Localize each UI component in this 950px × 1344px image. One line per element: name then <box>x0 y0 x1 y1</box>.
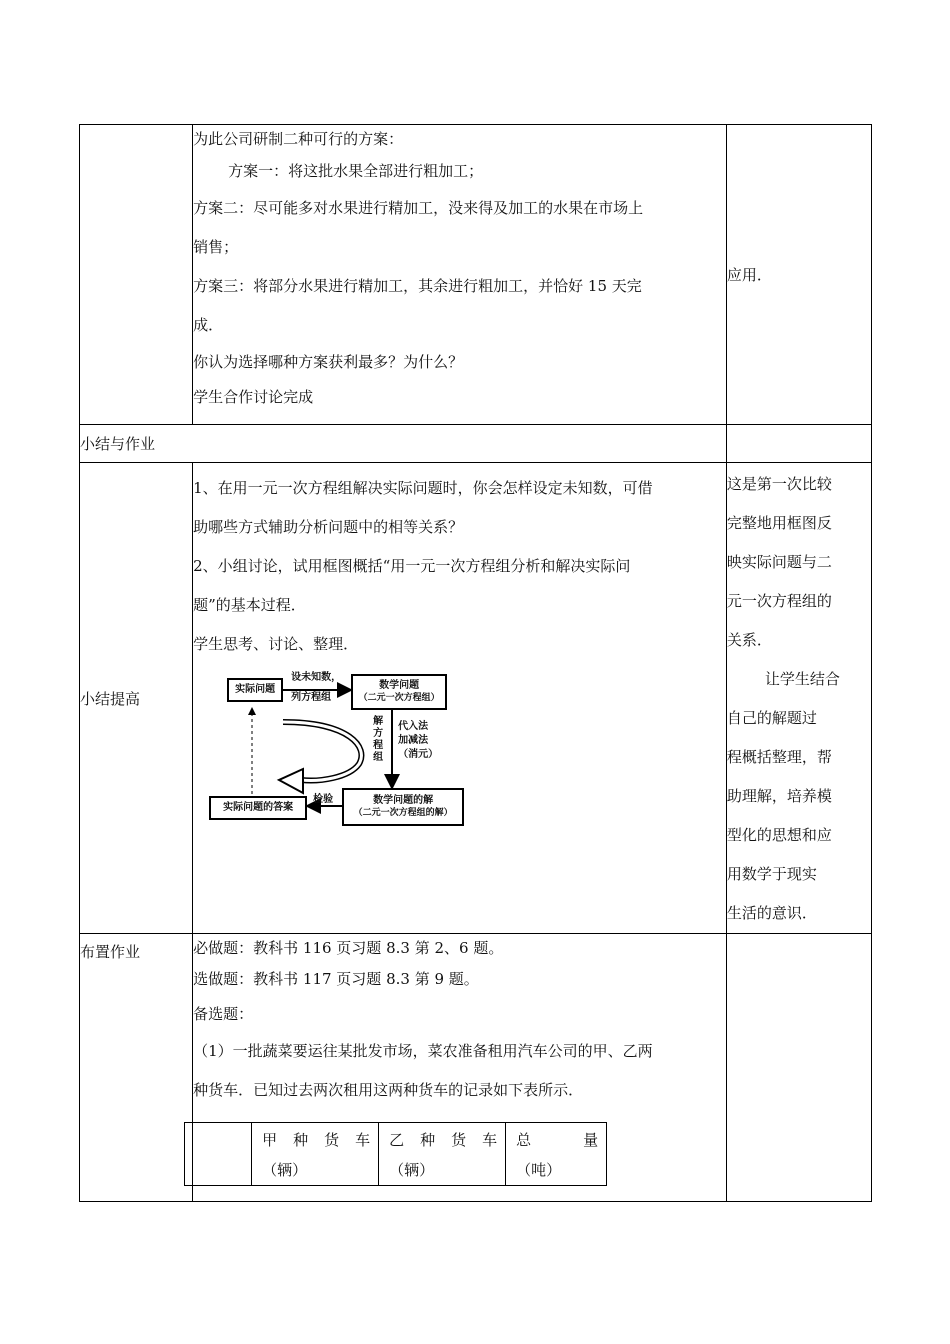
row2-note-cell <box>726 425 871 463</box>
row3-note-cell <box>726 463 871 934</box>
text-line: 题”的基本过程． <box>193 596 306 614</box>
text-line: 方案一：将这批水果全部进行粗加工； <box>228 162 484 180</box>
lesson-plan-table <box>79 124 872 1202</box>
row-homework <box>80 934 872 1202</box>
text-line: 助哪些方式辅助分析问题中的相等关系？ <box>193 518 464 536</box>
note-line: 让学生结合 <box>764 670 840 688</box>
note-line: 这是第一次比较 <box>726 475 832 493</box>
truck-table-header-cell <box>379 1123 506 1186</box>
box-math-solution-sub: （二元一次方程组的解） <box>353 808 453 818</box>
box-math-solution <box>342 788 464 826</box>
box-math-problem-title: 数学问题 <box>379 680 420 691</box>
note-line: 完整地用框图反 <box>726 514 832 532</box>
header-bottom: （吨） <box>516 1161 562 1179</box>
text-line: 必做题：教科书 116 页习题 8.3 第 2、6 题。 <box>193 939 504 957</box>
stage-label: 布置作业 <box>80 943 141 961</box>
text-line: 种货车．已知过去两次租用这两种货车的记录如下表所示． <box>193 1081 584 1099</box>
note-line: 用数学于现实 <box>726 865 817 883</box>
text-line: 学生思考、讨论、整理． <box>193 635 359 653</box>
text-line: 备选题： <box>193 1005 254 1023</box>
text-line: 学生合作讨论完成 <box>193 388 314 406</box>
label-method <box>398 720 438 762</box>
header-top: 甲种货车 <box>262 1131 371 1149</box>
text-line: 方案三：将部分水果进行精加工，其余进行粗加工，并恰好 15 天完 <box>193 277 642 295</box>
header-top: 总量 <box>516 1131 599 1149</box>
text-line: （1）一批蔬菜要运往某批发市场，菜农准备租用汽车公司的甲、乙两 <box>193 1042 653 1060</box>
truck-record-table <box>184 1122 607 1186</box>
truck-table-header-cell <box>252 1123 379 1186</box>
note-line: 型化的思想和应 <box>726 826 832 844</box>
note-line: 程概括整理，帮 <box>726 748 832 766</box>
row1-content-cell <box>193 125 727 425</box>
truck-table-header-cell <box>506 1123 607 1186</box>
label-check: 检验 <box>313 794 334 805</box>
note-line: 助理解，培养模 <box>726 787 832 805</box>
box-math-problem <box>351 674 447 710</box>
text-line: 你认为选择哪种方案获利最多？为什么？ <box>193 353 464 371</box>
label-method-line1: 代入法 <box>398 721 429 732</box>
text-line: 1、在用一元一次方程组解决实际问题时，你会怎样设定未知数，可借 <box>193 479 653 497</box>
section-title <box>80 425 727 463</box>
label-setup-line1: 设未知数， <box>291 672 342 683</box>
text-line: 成． <box>193 316 224 334</box>
label-method-line2: 加减法 <box>398 735 429 746</box>
note-line: 自己的解题过 <box>726 709 817 727</box>
header-bottom: （辆） <box>389 1161 435 1179</box>
header-bottom: （辆） <box>262 1161 308 1179</box>
row-summary <box>80 463 872 934</box>
truck-table-header-row <box>185 1123 607 1186</box>
text-line: 销售； <box>193 238 239 256</box>
box-math-solution-title: 数学问题的解 <box>373 795 434 806</box>
note-line: 映实际问题与二 <box>726 553 832 571</box>
label-setup-line2: 列方程组 <box>291 692 332 703</box>
process-flow-diagram <box>209 672 479 832</box>
text-line: 2、小组讨论，试用框图概括“用一元一次方程组分析和解决实际问 <box>193 557 631 575</box>
box-actual-problem: 实际问题 <box>227 678 283 702</box>
header-top: 乙种货车 <box>389 1131 498 1149</box>
text-line: 为此公司研制二种可行的方案： <box>193 130 404 148</box>
section-title-text: 小结与作业 <box>80 435 156 453</box>
label-solve-vertical: 解方程组 <box>373 716 384 763</box>
row4-note-cell <box>726 934 871 1202</box>
truck-table-corner-cell <box>185 1123 252 1186</box>
note-line: 关系． <box>726 631 772 649</box>
row1-note-cell <box>726 125 871 425</box>
row1-stage-cell <box>80 125 193 425</box>
row-summary-homework <box>80 425 872 463</box>
note-text: 应用． <box>726 266 772 284</box>
text-line: 选做题：教科书 117 页习题 8.3 第 9 题。 <box>193 970 479 988</box>
label-method-line3: （消元） <box>398 749 439 760</box>
row3-stage-cell <box>80 463 193 934</box>
row4-stage-cell <box>80 934 193 1202</box>
stage-label: 小结提高 <box>80 689 141 708</box>
label-setup <box>291 672 341 704</box>
text-line: 方案二：尽可能多对水果进行精加工，没来得及加工的水果在市场上 <box>193 199 644 217</box>
note-line: 元一次方程组的 <box>726 592 832 610</box>
row4-content-cell <box>193 934 727 1202</box>
box-actual-answer: 实际问题的答案 <box>209 796 307 820</box>
box-math-problem-sub: （二元一次方程组） <box>358 693 440 703</box>
row-application <box>80 125 872 425</box>
row3-content-cell <box>193 463 727 934</box>
note-line: 生活的意识． <box>726 904 817 922</box>
